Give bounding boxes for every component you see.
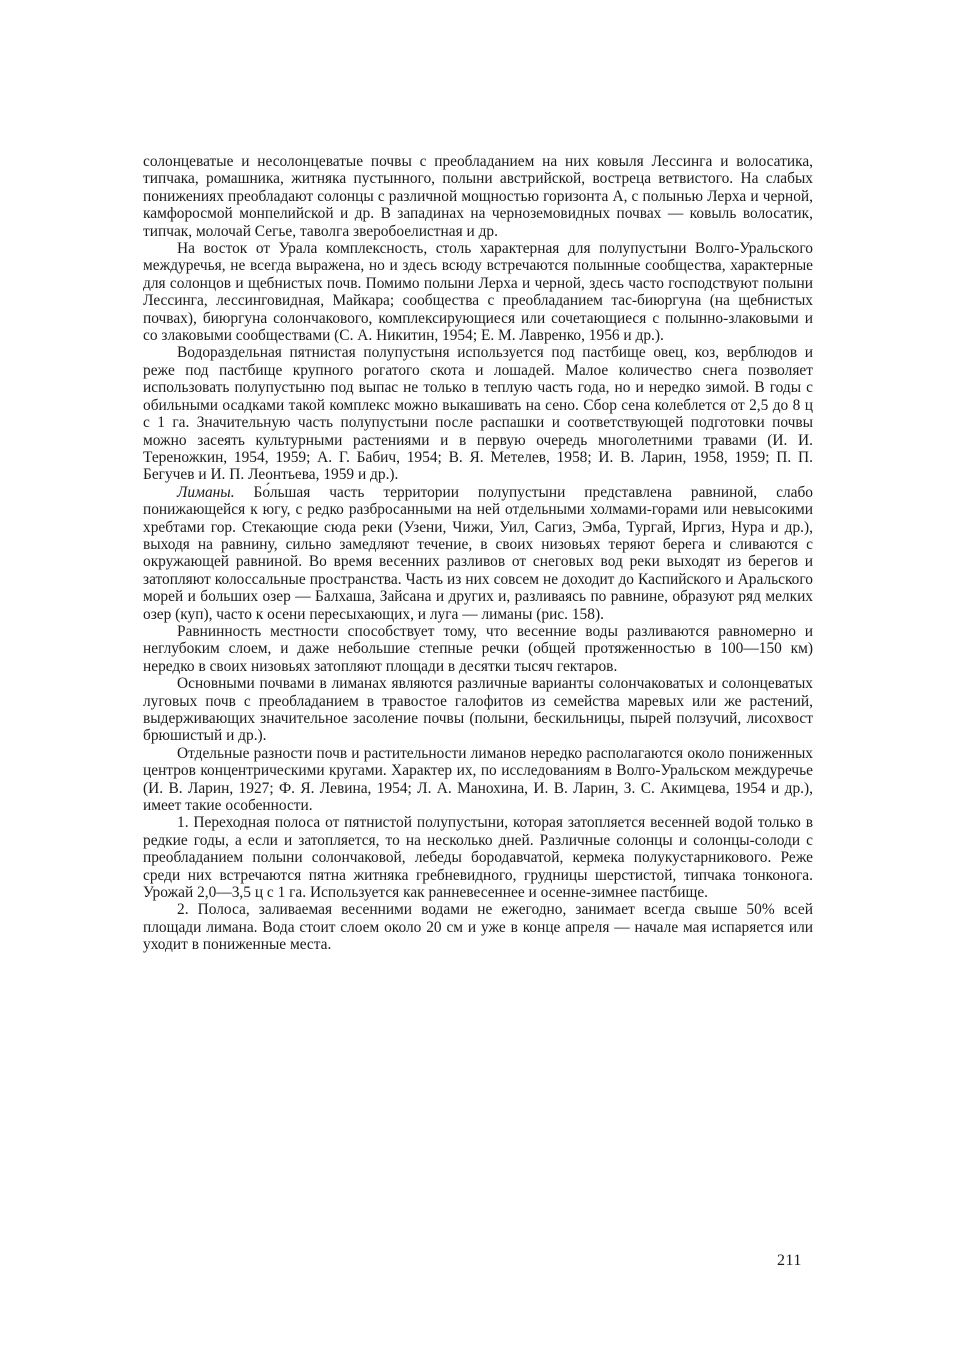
paragraph-pasture-use: Водораздельная пятнистая полупустыня используется под пастбище овец, коз, верблюдов и реже под пастбище крупного рогатого скота и лошадей. Малое количество снега позволяет использовать полупустыню под выпас не только в теплую часть года, но и нередко зимой. В годы с обильными осадками такой комплекс можно выкашивать на сено. Сбор сена колеблется от 2,5 до 8 ц с 1 га. Значительную часть полупустыни после распашки и соответствующей подготовки почвы можно засеять культурными растениями и в первую очередь многолетними травами (И. И. Тереножкин, 1954, 1959; А. Г. Бабич, 1954; В. Я. Метелев, 1958; И. В. Ларин, 1958, 1959; П. П. Бегучев и И. П. Леонтьева, 1959 и др.). [143, 344, 813, 484]
paragraph-zone-1: 1. Переходная полоса от пятнистой полупустыни, которая затопляется весенней водой только в редкие годы, а если и затопляется, то на несколько дней. Различные солонцы и солонцы-солоди с преобладанием полыни солончаковой, лебеды бородавчатой, кермека полукустарникового. Реже среди них встречаются пятна житняка гребневидного, грудницы шерстистой, типчака тонконога. Урожай 2,0—3,5 ц с 1 га. Используется как ранневесеннее и осенне-зимнее пастбище. [143, 814, 813, 902]
page-number: 211 [777, 1252, 802, 1269]
paragraph-limany-text: Бо́льшая часть территории полупустыни представлена равниной, слабо понижающейся к югу, с редко разбросанными на ней отдельными холмами-горами или невысокими хребтами гор. Стекающие сюда реки (Узени, Чижи, Уил, Сагиз, Эмба, Тургай, Иргиз, Нура и др.), выходя на равнину, сильно замедляют течение, в своих низовьях теряют берега и сливаются с окружающей равниной. Во время весенних разливов от снеговых вод реки выходят из берегов и затопляют колоссальные пространства. Часть из них совсем не доходит до Каспийского и Аральского морей и больших озер — Балхаша, Зайсана и других и, разливаясь по равнине, образуют ряд мелких озер (куп), часто к осени пересыхающих, и луга — лиманы (рис. 158). [143, 483, 813, 623]
paragraph-solonets-soils: солонцеватые и несолонцеватые почвы с преобладанием на них ковыля Лессинга и волосатика, типчака, ромашника, житняка пустынного, полыни австрийской, востреца ветвистого. На слабых понижениях преобладают солонцы с различной мощностью горизонта А, с полынью Лерха и черной, камфоросмой монпелийской и др. В западинах на черноземовидных почвах — ковыль волосатик, типчак, молочай Сегье, таволга зверобоелистная и др. [143, 153, 813, 240]
paragraph-zone-2: 2. Полоса, заливаемая весенними водами не ежегодно, занимает всегда свыше 50% всей площади лимана. Вода стоит слоем около 20 см и уже в конце апреля — начале мая испаряется или уходит в пониженные места. [143, 901, 813, 954]
section-heading-limany: Лиманы. [177, 483, 235, 501]
paragraph-east-of-ural: На восток от Урала комплексность, столь характерная для полупустыни Волго-Уральского междуречья, не всегда выражена, но и здесь всюду встречаются полынные сообщества, характерные для солонцов и щебнистых почв. Помимо полыни Лерха и черной, здесь часто господствуют полыни Лессинга, лессинговидная, Майкара; сообщества с преобладанием тас-биюргуна (на щебнистых почвах), биюргуна солончакового, комплексирующиеся или сочетающиеся с полынно-злаковыми и со злаковыми сообществами (С. А. Никитин, 1954; Е. М. Лавренко, 1956 и др.). [143, 240, 813, 345]
paragraph-flat-terrain: Равнинность местности способствует тому, что весенние воды разливаются равномерно и неглубоким слоем, и даже небольшие степные речки (общей протяженностью в 100—150 км) нередко в своих низовьях затопляют площади в десятки тысяч гектаров. [143, 622, 813, 675]
paragraph-limany [143, 484, 813, 623]
document-page [143, 153, 813, 954]
paragraph-concentric-zones: Отдельные разности почв и растительности лиманов нередко располагаются около пониженных центров концентрическими кругами. Характер их, по исследованиям в Волго-Уральском междуречье (И. В. Ларин, 1927; Ф. Я. Левина, 1954; Л. А. Манохина, И. В. Ларин, З. С. Акимцева, 1954 и др.), имеет такие особенности. [143, 744, 813, 815]
paragraph-main-soils: Основными почвами в лиманах являются различные варианты солончаковатых и солонцеватых луговых почв с преобладанием в травостое галофитов из семейства маревых или же растений, выдерживающих значительное засоление почвы (полыни, бескильницы, пырей ползучий, лисохвост брюшистый и др.). [143, 675, 813, 745]
